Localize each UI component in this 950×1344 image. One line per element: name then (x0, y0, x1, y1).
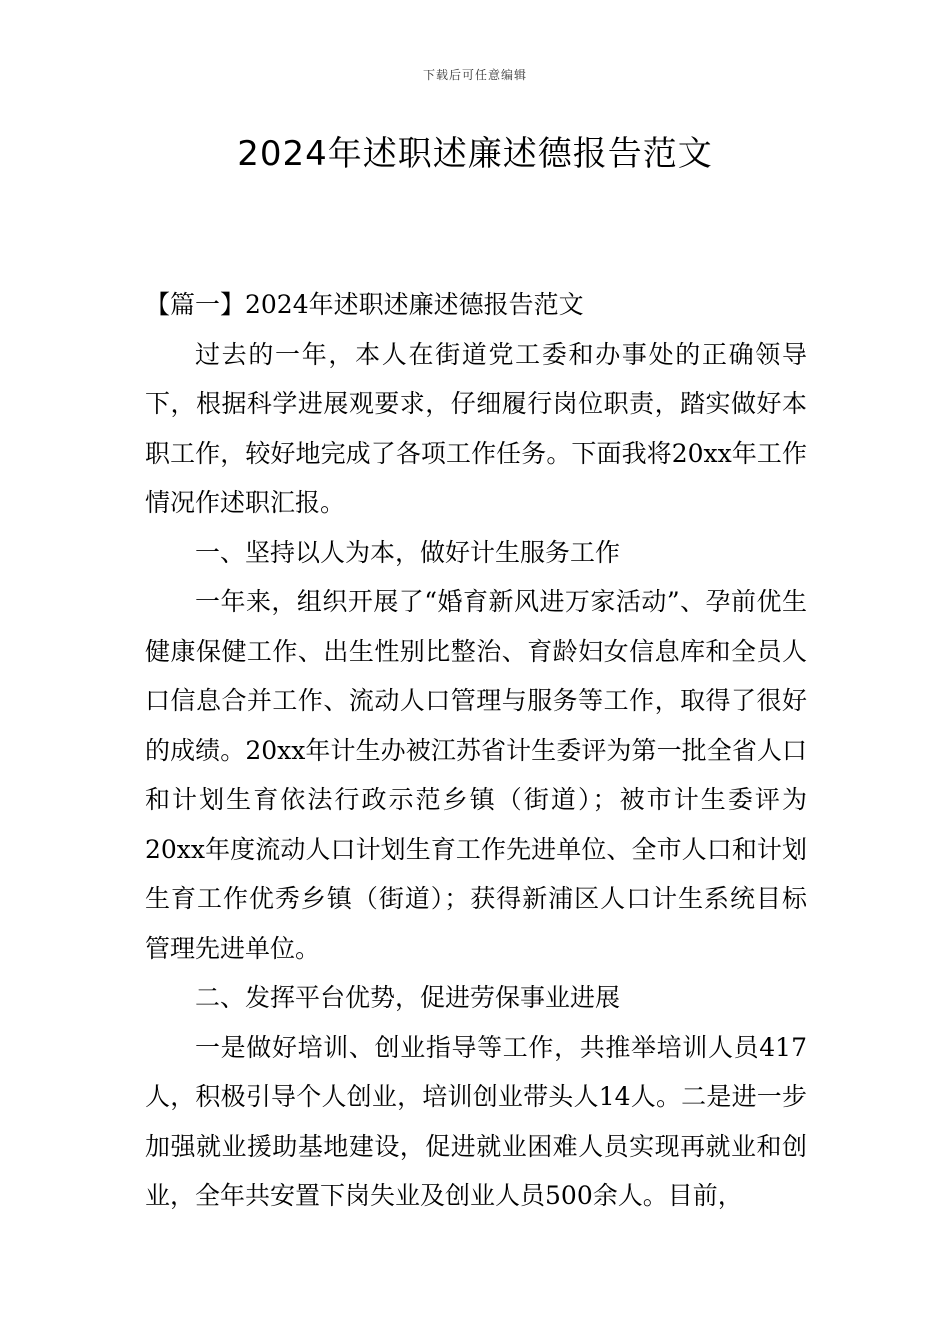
subheading-family-planning: 一、坚持以人为本，做好计生服务工作 (195, 537, 621, 567)
paragraph-family-planning: 一年来，组织开展了“婚育新风进万家活动”、孕前优生健康保健工作、出生性别比整治、育龄妇女信息库和全员人口信息合并工作、流动人口管理与服务等工作，取得了很好的成绩。20xx年计生办被江苏省计生委评为第一批全省人口和计划生育依法行政示范乡镇（街道）；被市计生委评为20xx年度流动人口计划生育工作先进单位、全市人口和计划生育工作优秀乡镇（街道）；获得新浦区人口计生系统目标管理先进单位。 (145, 587, 807, 963)
section-heading: 【篇一】2024年述职述廉述德报告范文 (145, 290, 584, 319)
subheading-labor-security: 二、发挥平台优势，促进劳保事业进展 (195, 983, 621, 1012)
paragraph-intro: 过去的一年，本人在街道党工委和办事处的正确领导下，根据科学进展观要求，仔细履行岗位职责，踏实做好本职工作，较好地完成了各项工作任务。下面我将20xx年工作情况作述职汇报。 (145, 339, 807, 517)
header-note: 下载后可任意编辑 (422, 68, 527, 82)
paragraph-labor-security: 一是做好培训、创业指导等工作，共推举培训人员417人，积极引导个人创业，培训创业带头人14人。二是进一步加强就业援助基地建设，促进就业困难人员实现再就业和创业，全年共安置下岗失业及创业人员500余人。目前， (145, 1032, 807, 1210)
document-body (145, 280, 807, 1221)
document-title: 2024年述职述廉述德报告范文 (237, 134, 713, 174)
